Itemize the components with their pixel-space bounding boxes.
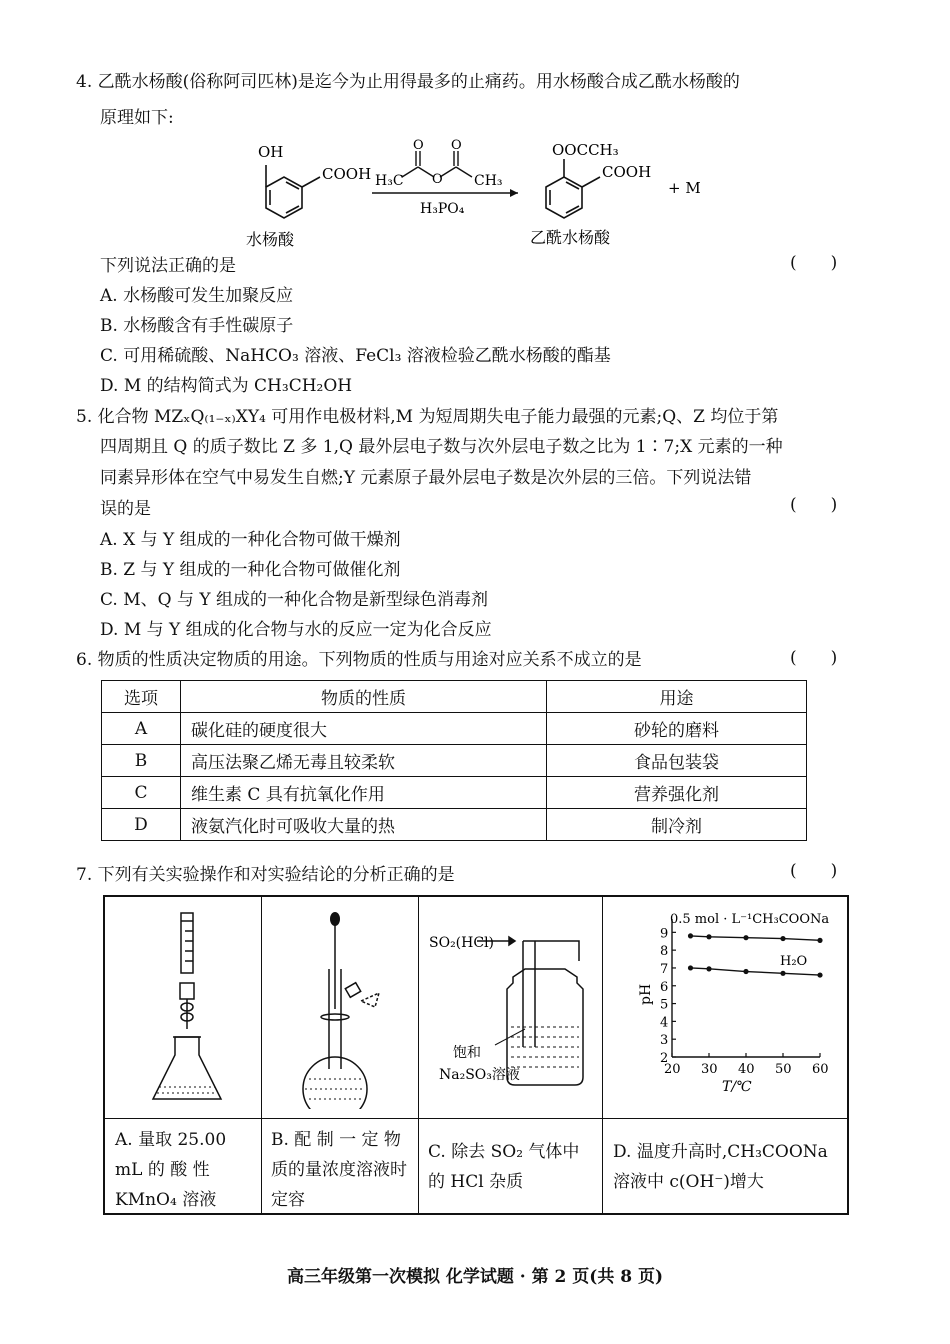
row-c-option: C xyxy=(102,777,181,809)
row-d-property: 液氨汽化时可吸收大量的热 xyxy=(181,809,547,841)
row-b-use: 食品包装袋 xyxy=(547,745,807,777)
solution-label-2: Na₂SO₃溶液 xyxy=(439,1067,520,1083)
q4-stem-line1: 4. 乙酰水杨酸(俗称阿司匹林)是迄今为止用得最多的止痛药。用水杨酸合成乙酰水杨酸的 xyxy=(76,72,740,92)
q6-table xyxy=(101,680,807,841)
q5-stem-line3: 同素异形体在空气中易发生自燃;Y 元素原子最外层电子数是次外层的三倍。下列说法错 xyxy=(100,468,752,488)
oh-label: OH xyxy=(258,143,284,161)
y-tick-label: 3 xyxy=(660,1033,669,1049)
data-point xyxy=(817,938,822,943)
y-tick-label: 7 xyxy=(660,961,669,977)
row-b-property: 高压法聚乙烯无毒且较柔软 xyxy=(181,745,547,777)
divider xyxy=(105,1118,847,1119)
arrow-head-icon xyxy=(510,189,518,197)
table-row xyxy=(102,713,807,745)
q5-option-b: B. Z 与 Y 组成的一种化合物可做催化剂 xyxy=(100,560,401,580)
q7-caption-a: A. 量取 25.00 mL 的 酸 性 KMnO₄ 溶液 xyxy=(115,1130,227,1210)
row-c-use: 营养强化剂 xyxy=(547,777,807,809)
q7-stem: 7. 下列有关实验操作和对实验结论的分析正确的是 xyxy=(76,865,455,885)
ooccH3-label: OOCCH₃ xyxy=(552,141,619,159)
y-tick-label: 5 xyxy=(660,997,669,1013)
q6-answer-paren: ( ) xyxy=(790,648,838,668)
series-label-h2o: H₂O xyxy=(780,954,808,969)
x-tick-label: 40 xyxy=(738,1062,755,1077)
x-tick-label: 50 xyxy=(775,1062,792,1077)
q5-stem-line2: 四周期且 Q 的质子数比 Z 多 1,Q 最外层电子数与次外层电子数之比为 1∶7;X 元素的一种 xyxy=(100,437,783,457)
row-d-use: 制冷剂 xyxy=(547,809,807,841)
q7-answer-paren: ( ) xyxy=(790,861,838,881)
series-label-ch3coona: 0.5 mol · L⁻¹CH₃COONa xyxy=(670,912,830,927)
q4-stem-line2: 原理如下: xyxy=(100,108,174,128)
data-point xyxy=(688,933,693,938)
table-row xyxy=(102,809,807,841)
ph-temperature-chart xyxy=(610,905,845,1115)
q5-stem-line4: 误的是 xyxy=(100,499,151,519)
data-point xyxy=(780,971,785,976)
divider xyxy=(261,897,262,1213)
cooh-label-1: COOH xyxy=(322,165,372,183)
q4-ask: 下列说法正确的是 xyxy=(100,256,236,276)
header-use: 用途 xyxy=(547,681,807,713)
data-point xyxy=(706,934,711,939)
data-point xyxy=(743,935,748,940)
row-a-option: A xyxy=(102,713,181,745)
row-a-property: 碳化硅的硬度很大 xyxy=(181,713,547,745)
q4-option-b: B. 水杨酸含有手性碳原子 xyxy=(100,316,294,336)
q5-option-d: D. M 与 Y 组成的化合物与水的反应一定为化合反应 xyxy=(100,620,492,640)
q7-caption-b: B. 配 制 一 定 物 质的量浓度溶液时定容 xyxy=(271,1130,407,1210)
carbonyl-o-1: O xyxy=(413,138,424,153)
y-tick-label: 9 xyxy=(660,926,669,942)
q4-option-d: D. M 的结构简式为 CH₃CH₂OH xyxy=(100,376,353,396)
q7-options-grid xyxy=(103,895,849,1215)
y-tick-label: 4 xyxy=(660,1015,669,1031)
q5-option-a: A. X 与 Y 组成的一种化合物可做干燥剂 xyxy=(100,530,401,550)
gas-label: SO₂(HCl) xyxy=(429,935,495,951)
divider xyxy=(602,897,603,1213)
q7-caption-c: C. 除去 SO₂ 气体中的 HCl 杂质 xyxy=(428,1142,580,1192)
q4-reaction-scheme xyxy=(230,135,750,253)
data-point xyxy=(817,972,822,977)
table-row xyxy=(102,745,807,777)
plus-m: + M xyxy=(668,179,701,197)
y-axis-label: pH xyxy=(638,983,654,1005)
divider xyxy=(418,897,419,1213)
x-tick-label: 30 xyxy=(701,1062,718,1077)
q4-option-c: C. 可用稀硫酸、NaHCO₃ 溶液、FeCl₃ 溶液检验乙酰水杨酸的酯基 xyxy=(100,346,611,366)
q4-answer-paren: ( ) xyxy=(790,253,838,273)
row-b-option: B xyxy=(102,745,181,777)
y-tick-label: 6 xyxy=(660,979,669,995)
page-footer: 高三年级第一次模拟 化学试题 · 第 2 页(共 8 页) xyxy=(286,1267,664,1287)
solution-label-1: 饱和 xyxy=(453,1045,481,1061)
table-row xyxy=(102,777,807,809)
dropper-bulb-icon xyxy=(330,912,340,926)
bridge-o: O xyxy=(432,172,443,187)
x-tick-label: 20 xyxy=(664,1062,681,1077)
carbonyl-o-2: O xyxy=(451,138,462,153)
catalyst-label: H₃PO₄ xyxy=(420,201,465,217)
row-c-property: 维生素 C 具有抗氧化作用 xyxy=(181,777,547,809)
volumetric-flask-figure xyxy=(295,909,405,1109)
table-header-row xyxy=(102,681,807,713)
data-point xyxy=(706,966,711,971)
salicylic-acid-name: 水杨酸 xyxy=(246,230,295,249)
q5-stem-line1: 5. 化合物 MZₓQ₍₁₋ₓ₎XY₄ 可用作电极材料,M 为短周期失电子能力最强的元素;Q、Z 均位于第 xyxy=(76,407,779,427)
x-axis-label: T/℃ xyxy=(722,1079,752,1095)
cooh-label-2: COOH xyxy=(602,163,652,181)
row-a-use: 砂轮的磨料 xyxy=(547,713,807,745)
y-tick-label: 8 xyxy=(660,944,669,960)
header-property: 物质的性质 xyxy=(181,681,547,713)
data-point xyxy=(688,965,693,970)
x-tick-label: 60 xyxy=(812,1062,829,1077)
row-d-option: D xyxy=(102,809,181,841)
q7-caption-d: D. 温度升高时,CH₃COONa 溶液中 c(OH⁻)增大 xyxy=(613,1142,828,1192)
header-option: 选项 xyxy=(102,681,181,713)
q6-stem: 6. 物质的性质决定物质的用途。下列物质的性质与用途对应关系不成立的是 xyxy=(76,650,642,670)
y-tick-label: 2 xyxy=(660,1051,669,1066)
gas-wash-bottle-figure xyxy=(425,917,595,1117)
burette-flask-figure xyxy=(145,907,235,1112)
q5-answer-paren: ( ) xyxy=(790,495,838,515)
q5-option-c: C. M、Q 与 Y 组成的一种化合物是新型绿色消毒剂 xyxy=(100,590,488,610)
q4-option-a: A. 水杨酸可发生加聚反应 xyxy=(100,286,294,306)
acetylsalicylic-acid-structure xyxy=(546,159,600,218)
ch3-label: CH₃ xyxy=(474,173,503,189)
h3c-label: H₃C xyxy=(375,173,404,189)
data-point xyxy=(780,936,785,941)
aspirin-name: 乙酰水杨酸 xyxy=(530,228,611,247)
data-point xyxy=(743,969,748,974)
salicylic-acid-structure xyxy=(266,165,320,218)
